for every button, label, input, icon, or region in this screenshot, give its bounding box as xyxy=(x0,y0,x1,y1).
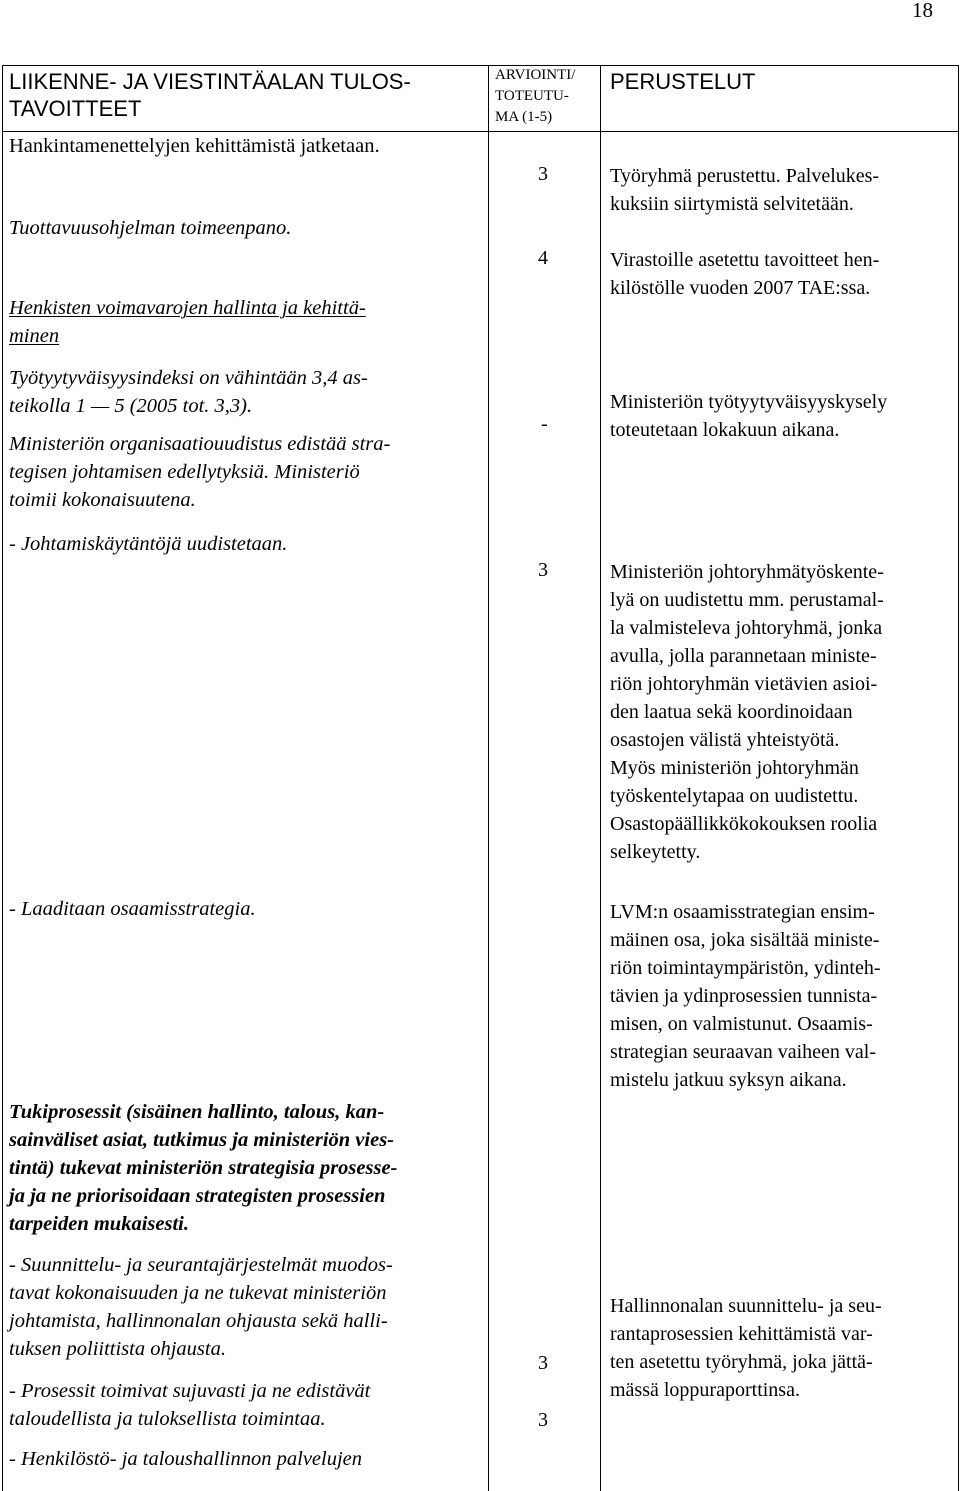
text-line: tävien ja ydinprosessien tunnista- xyxy=(610,985,878,1007)
text-line: Osastopäällikkökokouksen roolia xyxy=(610,813,878,835)
text-line: tarpeiden mukaisesti. xyxy=(9,1213,189,1235)
text-line: - Suunnittelu- ja seurantajärjestelmät muodos- xyxy=(9,1254,393,1276)
text-line: misen, on valmistunut. Osaamis- xyxy=(610,1013,873,1035)
text-line: mistelu jatkuu syksyn aikana. xyxy=(610,1069,847,1091)
text-line: johtamista, hallinnonalan ohjausta sekä halli- xyxy=(9,1310,388,1332)
text-line: Tukiprosessit (sisäinen hallinto, talous, kan- xyxy=(9,1101,385,1123)
score-value: 3 xyxy=(538,1409,548,1431)
text-line: rantaprosessien kehittämistä var- xyxy=(610,1323,873,1345)
text-line: Ministeriön johtoryhmätyöskente- xyxy=(610,561,884,583)
text-line: työskentelytapaa on uudistettu. xyxy=(610,785,859,807)
text-line: avulla, jolla parannetaan ministe- xyxy=(610,645,877,667)
text-line: la valmisteleva johtoryhmä, jonka xyxy=(610,617,883,639)
header-col1-line: TAVOITTEET xyxy=(9,96,142,121)
text-line: taloudellista ja tuloksellista toimintaa. xyxy=(9,1408,326,1430)
goal-management-practices: - Johtamiskäytäntöjä uudistetaan. xyxy=(9,533,288,555)
text-line: minen xyxy=(9,325,60,347)
header-col3: PERUSTELUT xyxy=(610,69,756,94)
text-line: kuksiin siirtymistä selvitetään. xyxy=(610,193,854,215)
table-border-right xyxy=(958,65,959,1491)
goal-hr-finance-services: - Henkilöstö- ja taloushallinnon palvelujen xyxy=(9,1448,363,1470)
text-line: Henkisten voimavarojen hallinta ja kehittä- xyxy=(9,297,366,319)
text-line: toteutetaan lokakuun aikana. xyxy=(610,419,840,441)
column-divider-2 xyxy=(600,65,601,1491)
text-line: tavat kokonaisuuden ja ne tukevat ministeriön xyxy=(9,1282,387,1304)
text-line: mäinen osa, joka sisältää ministe- xyxy=(610,929,880,951)
text-line: Työryhmä perustettu. Palvelukes- xyxy=(610,165,880,187)
header-row-divider xyxy=(2,131,959,132)
score-value: 3 xyxy=(538,163,548,185)
text-line: tegisen johtamisen edellytyksiä. Ministeriö xyxy=(9,461,360,483)
text-line: mässä loppuraporttinsa. xyxy=(610,1379,800,1401)
header-col2-line: ARVIOINTI/ xyxy=(495,67,576,83)
goal-productivity: Tuottavuusohjelman toimeenpano. xyxy=(9,217,292,239)
score-value: 3 xyxy=(538,559,548,581)
text-line: toimii kokonaisuutena. xyxy=(9,489,196,511)
text-line: Hallinnonalan suunnittelu- ja seu- xyxy=(610,1295,882,1317)
table-border-left xyxy=(2,65,3,1491)
text-line: Virastoille asetettu tavoitteet hen- xyxy=(610,249,880,271)
text-line: ja ja ne priorisoidaan strategisten prosessien xyxy=(9,1185,386,1207)
text-line: strategian seuraavan vaiheen val- xyxy=(610,1041,876,1063)
text-line: selkeytetty. xyxy=(610,841,701,863)
page-number: 18 xyxy=(912,0,933,22)
text-line: osastojen välistä yhteistyötä. xyxy=(610,729,840,751)
text-line: Ministeriön organisaatiouudistus edistää stra- xyxy=(9,433,391,455)
text-line: sainväliset asiat, tutkimus ja ministeriön vies- xyxy=(9,1129,394,1151)
text-line: riön johtoryhmän vietävien asioi- xyxy=(610,673,878,695)
text-line: ten asetettu työryhmä, joka jättä- xyxy=(610,1351,873,1373)
table-border-top xyxy=(2,65,959,66)
text-line: riön toimintaympäristön, ydinteh- xyxy=(610,957,881,979)
text-line: lyä on uudistettu mm. perustamal- xyxy=(610,589,884,611)
goal-procurement: Hankintamenettelyjen kehittämistä jatketaan. xyxy=(9,135,380,157)
header-col2-line: TOTEUTU- xyxy=(495,88,569,104)
text-line: kilöstölle vuoden 2007 TAE:ssa. xyxy=(610,277,871,299)
text-line: tintä) tukevat ministeriön strategisia prosesse- xyxy=(9,1157,398,1179)
header-col1-line: LIIKENNE- JA VIESTINTÄALAN TULOS- xyxy=(9,69,411,94)
text-line: tuksen poliittista ohjausta. xyxy=(9,1338,226,1360)
text-line: - Prosessit toimivat sujuvasti ja ne edistävät xyxy=(9,1380,371,1402)
text-line: Ministeriön työtyytyväisyyskysely xyxy=(610,391,888,413)
text-line: teikolla 1 — 5 (2005 tot. 3,3). xyxy=(9,395,253,417)
score-value: - xyxy=(541,413,548,435)
score-value: 3 xyxy=(538,1352,548,1374)
column-divider-1 xyxy=(488,65,489,1491)
text-line: den laatua sekä koordinoidaan xyxy=(610,701,853,723)
text-line: Työtyytyväisyysindeksi on vähintään 3,4 as- xyxy=(9,367,368,389)
header-col2-line: MA (1-5) xyxy=(495,109,553,125)
text-line: Myös ministeriön johtoryhmän xyxy=(610,757,859,779)
text-line: LVM:n osaamisstrategian ensim- xyxy=(610,901,875,923)
score-value: 4 xyxy=(538,247,548,269)
goal-competence-strategy: - Laaditaan osaamisstrategia. xyxy=(9,898,256,920)
